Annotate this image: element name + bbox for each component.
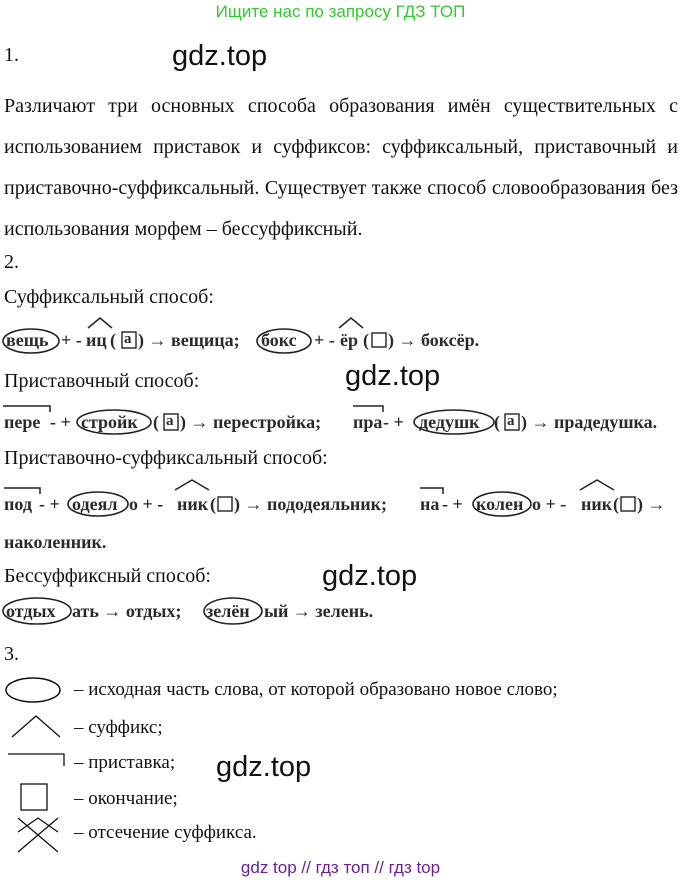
prefixal-heading: Приставочный способ: [4, 370, 200, 392]
legend-icons [0, 672, 70, 862]
prefsuf-result-1: ) → пододеяльник; [234, 494, 387, 514]
section-1-number: 1. [4, 44, 19, 66]
suffixal-result-1: ) → вещица; [138, 330, 240, 350]
ending-square-icon [218, 497, 232, 511]
watermark: gdz.top [322, 560, 418, 592]
cross-icon-caret [18, 818, 58, 832]
prefixal-root-2: дедушк [419, 412, 480, 432]
prefixal-prefix-2: пра [353, 412, 383, 432]
prefixal-plus-2: - + [383, 412, 404, 432]
prefixal-result-2: ) → прадедушка. [521, 412, 658, 432]
paren-open: ( [494, 412, 500, 432]
prefsuf-plus-2: - + [442, 494, 463, 514]
prefsuf-continuation: наколенник. [4, 532, 107, 552]
paren-open: ( [153, 412, 159, 432]
prefixal-prefix-1: пере [4, 412, 41, 432]
prefsuf-prefix-1: под [4, 494, 32, 514]
suffixal-heading: Суффиксальный способ: [4, 286, 214, 308]
nonsuf-root-1: отдых [6, 601, 56, 621]
suffixal-plus-2: + - [314, 330, 335, 350]
ending-square-icon [621, 497, 635, 511]
suffixal-suffix-1: иц [86, 330, 107, 350]
prefsuf-root-2: колен [476, 494, 524, 514]
prefixal-plus-1: - + [50, 412, 71, 432]
prefix-bracket-icon [8, 754, 64, 766]
ending-square-icon [372, 333, 386, 347]
nonsuf-result-1: ать → отдых; [72, 601, 182, 621]
bottom-banner: gdz top // гдз топ // гдз top [240, 858, 441, 877]
prefsuf-result-2: ) → [637, 494, 666, 514]
suffix-caret-icon [580, 480, 614, 490]
suffix-caret-icon [175, 480, 209, 490]
suffix-caret-icon [88, 318, 112, 328]
legend-text-prefix: – приставка; [74, 752, 176, 773]
paren-open: ( [363, 330, 369, 350]
legend-text-ending: – окончание; [74, 788, 178, 809]
oval-icon [6, 678, 60, 702]
suffixal-result-2: ) → боксёр. [388, 330, 480, 350]
suffixal-root-1: вещь [6, 330, 49, 350]
nonsuf-result-2: ый → зелень. [264, 601, 374, 621]
suffixal-ending-1: а [124, 331, 132, 347]
prefsuf-plus-1: - + [39, 494, 60, 514]
section-2-number: 2. [4, 251, 19, 273]
legend-text-suffix: – суффикс; [74, 717, 163, 738]
top-banner: Ищите нас по запросу ГДЗ ТОП [215, 2, 466, 21]
prefixal-result-1: ) → перестройка; [180, 412, 322, 432]
prefsuf-suffix-1: ник [177, 494, 209, 514]
prefsuf-suffix-2: ник [581, 494, 613, 514]
prefixal-ending-1: а [166, 413, 174, 429]
suffixal-suffix-2: ёр [340, 330, 358, 350]
section-1-paragraph: Различают три основных способа образования имён существительных с использованием приставок и суффиксов: суффиксальный, приставочный и приставочно-суффиксальный. Существует также способ словообразования без использования морфем – бессуффиксный. [4, 95, 678, 240]
prefixal-root-1: стройк [81, 412, 138, 432]
legend-text-oval: – исходная часть слова, от которой образовано новое слово; [74, 679, 558, 700]
watermark: gdz.top [216, 751, 312, 783]
watermark: gdz.top [345, 360, 441, 392]
prefixal-ending-2: а [507, 413, 515, 429]
paren-open: ( [110, 330, 116, 350]
suffixal-plus-1: + - [61, 330, 82, 350]
legend-text-cut: – отсечение суффикса. [74, 822, 257, 843]
prefsuf-heading: Приставочно-суффиксальный способ: [4, 447, 328, 469]
prefsuf-prefix-2: на [420, 494, 440, 514]
caret-icon [12, 716, 60, 737]
prefsuf-mid-1: о + - [129, 494, 164, 514]
suffix-caret-icon [339, 318, 363, 328]
suffixal-root-2: бокс [261, 330, 297, 350]
paren-open: ( [613, 494, 619, 514]
paren-open: ( [210, 494, 216, 514]
prefsuf-mid-2: о + - [532, 494, 567, 514]
square-icon [21, 784, 47, 810]
prefsuf-root-1: одеял [72, 494, 118, 514]
nonsuf-root-2: зелён [206, 601, 250, 621]
section-3-number: 3. [4, 643, 19, 665]
nonsuf-heading: Бессуффиксный способ: [4, 565, 211, 587]
watermark: gdz.top [172, 40, 268, 72]
